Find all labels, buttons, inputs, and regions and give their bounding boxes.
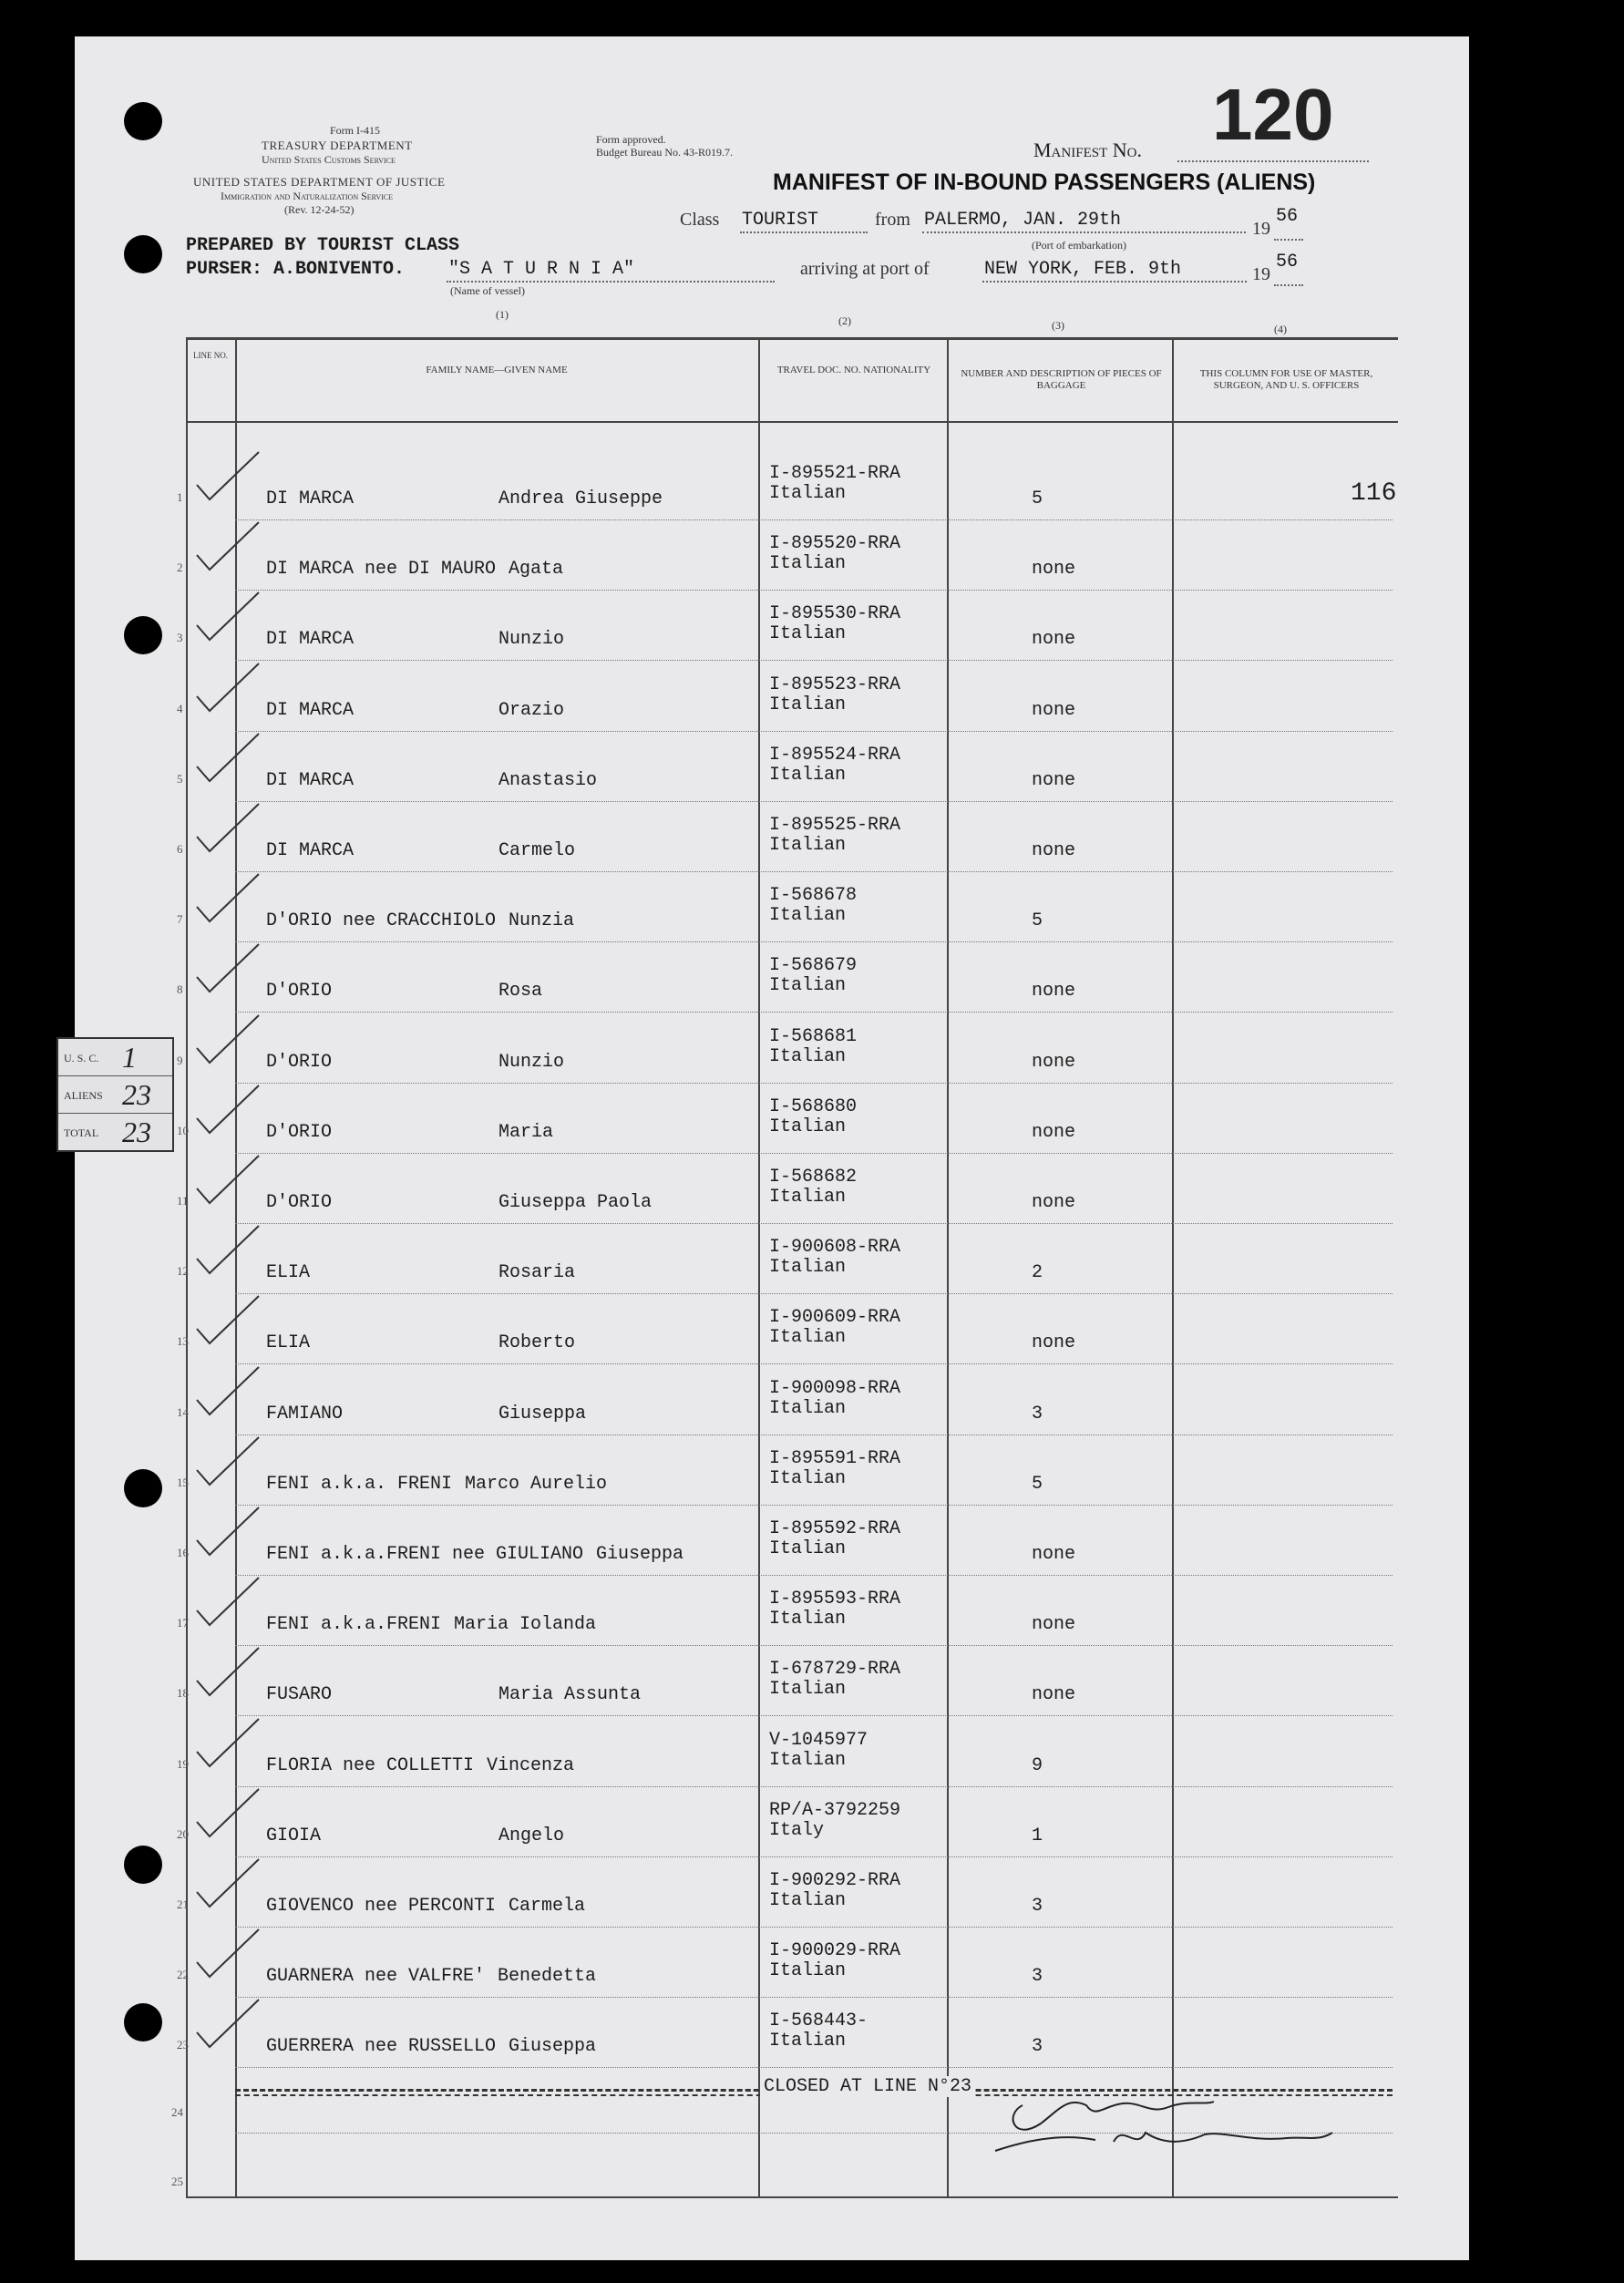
table-row <box>75 524 1398 595</box>
baggage-count: none <box>1032 1192 1076 1213</box>
col-header-baggage: NUMBER AND DESCRIPTION OF PIECES OF BAGGAGE <box>961 368 1162 391</box>
travel-doc-number: I-678729-RRA <box>769 1659 901 1680</box>
travel-doc-number: RP/A-3792259 <box>769 1800 901 1821</box>
checkmark-icon <box>190 660 262 715</box>
checkmark-icon <box>190 1434 262 1488</box>
nationality: Italian <box>769 765 847 786</box>
col-num-1: (1) <box>496 308 509 321</box>
row-rule <box>235 1856 1393 1857</box>
travel-doc-number: I-568681 <box>769 1026 858 1047</box>
line-number: 15 <box>177 1476 189 1489</box>
travel-doc-number: I-895520-RRA <box>769 533 901 554</box>
nationality: Italian <box>769 1538 847 1559</box>
stamp-usc-label: U. S. C. <box>64 1052 99 1064</box>
checkmark-icon <box>190 589 262 643</box>
travel-doc-number: I-568680 <box>769 1096 858 1117</box>
given-name: Rosa <box>499 981 543 1002</box>
line-number: 4 <box>177 702 183 715</box>
row-rule <box>235 1997 1393 1998</box>
row-rule <box>235 1012 1393 1013</box>
family-name: ELIA <box>266 1262 311 1283</box>
nationality: Italian <box>769 694 847 715</box>
given-name: Roberto <box>499 1332 576 1353</box>
nationality: Italian <box>769 835 847 856</box>
family-name: DI MARCA <box>266 840 355 861</box>
col-header-line: LINE NO. <box>193 351 228 360</box>
binder-hole <box>124 235 162 273</box>
line-number-24: 24 <box>171 2105 183 2119</box>
table-row <box>75 1157 1398 1229</box>
line-number: 14 <box>177 1405 189 1419</box>
baggage-count: none <box>1032 981 1076 1002</box>
baggage-count: none <box>1032 1684 1076 1705</box>
line-number: 16 <box>177 1546 189 1559</box>
row-rule <box>235 590 1393 591</box>
line-number: 12 <box>177 1264 189 1278</box>
vessel-underline <box>447 281 775 283</box>
family-name: DI MARCA <box>266 488 355 509</box>
travel-doc-number: I-568678 <box>769 885 858 906</box>
line-number: 23 <box>177 2038 189 2052</box>
family-name: GUARNERA nee VALFRE' <box>266 1966 486 1987</box>
checkmark-icon <box>190 730 262 785</box>
document-title: MANIFEST OF IN-BOUND PASSENGERS (ALIENS) <box>773 170 1316 195</box>
line-number: 6 <box>177 842 183 856</box>
checkmark-icon <box>190 1363 262 1418</box>
manifest-number: 120 <box>1212 74 1334 155</box>
family-name: GIOVENCO nee PERCONTI <box>266 1896 497 1917</box>
from-label: from <box>875 210 910 230</box>
family-name: GIOIA <box>266 1825 322 1846</box>
travel-doc-number: I-895521-RRA <box>769 463 901 484</box>
table-row <box>75 594 1398 665</box>
nationality: Italian <box>769 1398 847 1419</box>
checkmark-icon <box>190 870 262 925</box>
given-name: Agata <box>509 559 564 580</box>
alien-count-stamp <box>57 1037 174 1152</box>
table-row <box>75 876 1398 947</box>
stamp-aliens-row <box>58 1076 172 1114</box>
family-name: D'ORIO <box>266 1192 333 1213</box>
family-name: D'ORIO nee CRACCHIOLO <box>266 910 497 931</box>
table-row <box>75 1017 1398 1088</box>
col-header-name: FAMILY NAME—GIVEN NAME <box>426 365 568 375</box>
vessel-note: (Name of vessel) <box>450 284 525 297</box>
checkmark-icon <box>190 1785 262 1840</box>
baggage-count: none <box>1032 840 1076 861</box>
table-row <box>75 1369 1398 1440</box>
given-name: Carmela <box>509 1896 586 1917</box>
nationality: Italian <box>769 1327 847 1348</box>
baggage-count: none <box>1032 1122 1076 1143</box>
checkmark-icon <box>190 519 262 573</box>
checkmark-icon <box>190 1856 262 1910</box>
baggage-count: none <box>1032 1332 1076 1353</box>
family-name: DI MARCA <box>266 629 355 650</box>
line-number: 2 <box>177 560 183 574</box>
line-number: 19 <box>177 1757 189 1771</box>
travel-doc-number: V-1045977 <box>769 1730 869 1751</box>
table-row <box>75 1791 1398 1862</box>
baggage-count: 2 <box>1032 1262 1043 1283</box>
travel-doc-number: I-900029-RRA <box>769 1940 901 1961</box>
stamp-total-label: TOTAL <box>64 1126 99 1139</box>
line-number: 11 <box>177 1194 189 1208</box>
line-number: 1 <box>177 490 183 504</box>
class-underline <box>740 231 868 233</box>
travel-doc-number: I-895530-RRA <box>769 603 901 624</box>
table-row <box>75 1721 1398 1792</box>
given-name: Anastasio <box>499 770 598 791</box>
given-name: Carmelo <box>499 840 576 861</box>
year-underline <box>1274 239 1303 241</box>
year-value: 56 <box>1276 206 1299 227</box>
given-name: Giuseppa <box>499 1404 587 1424</box>
baggage-count: none <box>1032 559 1076 580</box>
year2-value: 56 <box>1276 252 1299 273</box>
binder-hole <box>124 102 162 140</box>
family-name: GUERRERA nee RUSSELLO <box>266 2036 497 2057</box>
family-name: DI MARCA <box>266 770 355 791</box>
table-row <box>75 1650 1398 1721</box>
travel-doc-number: I-895523-RRA <box>769 674 901 695</box>
customs-label: United States Customs Service <box>262 153 396 166</box>
table-row <box>75 1579 1398 1651</box>
nationality: Italian <box>769 1750 847 1771</box>
given-name: Maria Assunta <box>499 1684 642 1705</box>
checkmark-icon <box>190 1292 262 1347</box>
given-name: Orazio <box>499 700 565 721</box>
baggage-count: 5 <box>1032 910 1043 931</box>
line-number: 8 <box>177 982 183 996</box>
given-name: Nunzio <box>499 629 565 650</box>
baggage-count: 5 <box>1032 488 1043 509</box>
nationality: Italian <box>769 975 847 996</box>
family-name: DI MARCA <box>266 700 355 721</box>
baggage-count: 5 <box>1032 1474 1043 1495</box>
row-rule <box>235 1927 1393 1928</box>
given-name: Marco Aurelio <box>465 1474 608 1495</box>
table-row <box>75 1509 1398 1580</box>
prepared-by: PREPARED BY TOURIST CLASS <box>186 235 460 256</box>
baggage-count: 3 <box>1032 1966 1043 1987</box>
nationality: Italian <box>769 1468 847 1489</box>
travel-doc-number: I-895591-RRA <box>769 1448 901 1469</box>
nationality: Italian <box>769 1679 847 1700</box>
travel-doc-number: I-895524-RRA <box>769 745 901 766</box>
given-name: Giuseppa <box>509 2036 597 2057</box>
line-number: 7 <box>177 912 183 926</box>
nationality: Italian <box>769 2031 847 2052</box>
stamp-aliens-label: ALIENS <box>64 1089 103 1102</box>
row-rule <box>235 1715 1393 1716</box>
baggage-count: none <box>1032 1614 1076 1635</box>
family-name: D'ORIO <box>266 1122 333 1143</box>
row-rule <box>235 801 1393 802</box>
manifest-page <box>64 36 1469 2260</box>
line-number: 21 <box>177 1897 189 1911</box>
line-number: 22 <box>177 1968 189 1981</box>
family-name: FLORIA nee COLLETTI <box>266 1755 475 1776</box>
baggage-count: none <box>1032 770 1076 791</box>
rev-label: (Rev. 12-24-52) <box>284 203 355 216</box>
family-name: DI MARCA nee DI MAURO <box>266 559 497 580</box>
baggage-count: none <box>1032 629 1076 650</box>
ins-label: Immigration and Naturalization Service <box>221 190 394 202</box>
closed-at-line: CLOSED AT LINE N°23 <box>760 2076 975 2097</box>
class-label: Class <box>680 210 720 230</box>
family-name: D'ORIO <box>266 981 333 1002</box>
port-embarkation-note: (Port of embarkation) <box>1032 239 1126 252</box>
table-row <box>75 1931 1398 2002</box>
given-name: Giuseppa Paola <box>499 1192 653 1213</box>
line-number: 3 <box>177 631 183 644</box>
checkmark-icon <box>190 1012 262 1066</box>
year-prefix: 19 <box>1252 219 1270 239</box>
given-name: Maria <box>499 1122 554 1143</box>
officer-note: 116 <box>1351 479 1397 508</box>
nationality: Italian <box>769 1046 847 1067</box>
year2-underline <box>1274 284 1303 286</box>
officer-signature <box>986 2078 1369 2160</box>
row-rule <box>235 731 1393 732</box>
checkmark-icon <box>190 1152 262 1207</box>
nationality: Italian <box>769 1960 847 1981</box>
family-name: FENI a.k.a.FRENI nee GIULIANO <box>266 1544 584 1565</box>
col-header-travel: TRAVEL DOC. NO. NATIONALITY <box>776 365 931 375</box>
family-name: FENI a.k.a.FRENI <box>266 1614 442 1635</box>
class-value: TOURIST <box>742 210 819 231</box>
line-number: 10 <box>177 1124 189 1137</box>
travel-doc-number: I-895593-RRA <box>769 1589 901 1609</box>
nationality: Italian <box>769 623 847 644</box>
checkmark-icon <box>190 941 262 995</box>
line-number: 9 <box>177 1054 183 1067</box>
nationality: Italian <box>769 1257 847 1278</box>
baggage-count: none <box>1032 1052 1076 1073</box>
line-number-25: 25 <box>171 2175 183 2188</box>
manifest-no-underline <box>1177 160 1369 162</box>
checkmark-icon <box>190 1996 262 2051</box>
given-name: Giuseppa <box>596 1544 684 1565</box>
line-number: 18 <box>177 1686 189 1700</box>
nationality: Italian <box>769 553 847 574</box>
line-number: 13 <box>177 1334 189 1348</box>
stamp-usc-row <box>58 1039 172 1076</box>
table-row <box>75 946 1398 1017</box>
table-row <box>75 2001 1398 2072</box>
row-rule <box>235 1575 1393 1576</box>
col-num-4: (4) <box>1274 323 1287 335</box>
from-value: PALERMO, JAN. 29th <box>924 210 1122 231</box>
row-rule <box>235 1363 1393 1364</box>
family-name: ELIA <box>266 1332 311 1353</box>
checkmark-icon <box>190 1574 262 1629</box>
travel-doc-number: I-900292-RRA <box>769 1870 901 1891</box>
baggage-count: none <box>1032 1544 1076 1565</box>
row-rule <box>235 941 1393 942</box>
travel-doc-number: I-895525-RRA <box>769 815 901 836</box>
row-rule <box>235 1645 1393 1646</box>
row-rule <box>235 2067 1393 2068</box>
stamp-usc-value: 1 <box>122 1041 137 1074</box>
table-row <box>75 1298 1398 1369</box>
row-rule <box>235 1153 1393 1154</box>
table-row <box>75 1439 1398 1510</box>
table-row <box>75 735 1398 807</box>
given-name: Andrea Giuseppe <box>499 488 663 509</box>
given-name: Rosaria <box>499 1262 576 1283</box>
nationality: Italian <box>769 1187 847 1208</box>
checkmark-icon <box>190 800 262 855</box>
col-num-3: (3) <box>1052 319 1064 332</box>
row-rule <box>235 1786 1393 1787</box>
table-row <box>75 454 1398 525</box>
travel-doc-number: I-568443- <box>769 2010 869 2031</box>
row-rule <box>235 660 1393 661</box>
treasury-label: TREASURY DEPARTMENT <box>262 139 413 152</box>
table-row <box>75 806 1398 877</box>
line-number: 5 <box>177 772 183 786</box>
travel-doc-number: I-900608-RRA <box>769 1237 901 1258</box>
table-bottom-rule <box>186 2196 1398 2198</box>
nationality: Italian <box>769 1116 847 1137</box>
checkmark-icon <box>190 1082 262 1136</box>
travel-doc-number: I-568679 <box>769 955 858 976</box>
checkmark-icon <box>190 1644 262 1699</box>
travel-doc-number: I-900609-RRA <box>769 1307 901 1328</box>
col-num-2: (2) <box>838 314 851 327</box>
baggage-count: 3 <box>1032 2036 1043 2057</box>
given-name: Maria Iolanda <box>454 1614 597 1635</box>
stamp-total-value: 23 <box>122 1116 151 1148</box>
family-name: FAMIANO <box>266 1404 344 1424</box>
family-name: D'ORIO <box>266 1052 333 1073</box>
given-name: Angelo <box>499 1825 565 1846</box>
family-name: FENI a.k.a. FRENI <box>266 1474 453 1495</box>
nationality: Italian <box>769 483 847 504</box>
from-underline <box>922 231 1246 233</box>
arriving-value: NEW YORK, FEB. 9th <box>984 259 1182 280</box>
family-name: FUSARO <box>266 1684 333 1705</box>
row-rule <box>235 1505 1393 1506</box>
baggage-count: 3 <box>1032 1404 1043 1424</box>
line-number: 17 <box>177 1616 189 1630</box>
nationality: Italian <box>769 905 847 926</box>
given-name: Nunzia <box>509 910 575 931</box>
given-name: Benedetta <box>498 1966 597 1987</box>
given-name: Nunzio <box>499 1052 565 1073</box>
baggage-count: 1 <box>1032 1825 1043 1846</box>
travel-doc-number: I-568682 <box>769 1167 858 1188</box>
checkmark-icon <box>190 1926 262 1980</box>
budget-bureau: Budget Bureau No. 43-R019.7. <box>596 146 733 159</box>
stamp-aliens-value: 23 <box>122 1078 151 1111</box>
checkmark-icon <box>190 448 262 503</box>
vessel-name: "S A T U R N I A" <box>448 259 635 280</box>
form-approved: Form approved. <box>596 133 666 146</box>
row-rule <box>235 519 1393 520</box>
line-number: 20 <box>177 1827 189 1841</box>
table-row <box>75 665 1398 736</box>
nationality: Italian <box>769 1890 847 1911</box>
baggage-count: 9 <box>1032 1755 1043 1776</box>
table-row <box>75 1861 1398 1932</box>
table-header-rule <box>186 421 1398 423</box>
col-header-officers: THIS COLUMN FOR USE OF MASTER, SURGEON, AND U. S. OFFICERS <box>1199 368 1373 391</box>
row-rule <box>235 1293 1393 1294</box>
form-id: Form I-415 <box>330 124 380 137</box>
manifest-no-label: Manifest No. <box>1033 139 1142 161</box>
stamp-total-row <box>58 1114 172 1150</box>
table-row <box>75 1228 1398 1299</box>
purser: PURSER: A.BONIVENTO. <box>186 259 406 280</box>
nationality: Italy <box>769 1820 825 1841</box>
checkmark-icon <box>190 1504 262 1558</box>
row-rule <box>235 1083 1393 1084</box>
travel-doc-number: I-900098-RRA <box>769 1378 901 1399</box>
baggage-count: none <box>1032 700 1076 721</box>
row-rule <box>235 871 1393 872</box>
row-rule <box>235 1223 1393 1224</box>
table-top-rule <box>186 337 1398 340</box>
checkmark-icon <box>190 1222 262 1277</box>
arriving-underline <box>982 281 1247 283</box>
nationality: Italian <box>769 1609 847 1630</box>
checkmark-icon <box>190 1715 262 1770</box>
justice-label: UNITED STATES DEPARTMENT OF JUSTICE <box>193 175 446 189</box>
year2-prefix: 19 <box>1252 264 1270 284</box>
table-row <box>75 1087 1398 1158</box>
baggage-count: 3 <box>1032 1896 1043 1917</box>
travel-doc-number: I-895592-RRA <box>769 1518 901 1539</box>
arriving-label: arriving at port of <box>800 259 930 279</box>
given-name: Vincenza <box>487 1755 575 1776</box>
